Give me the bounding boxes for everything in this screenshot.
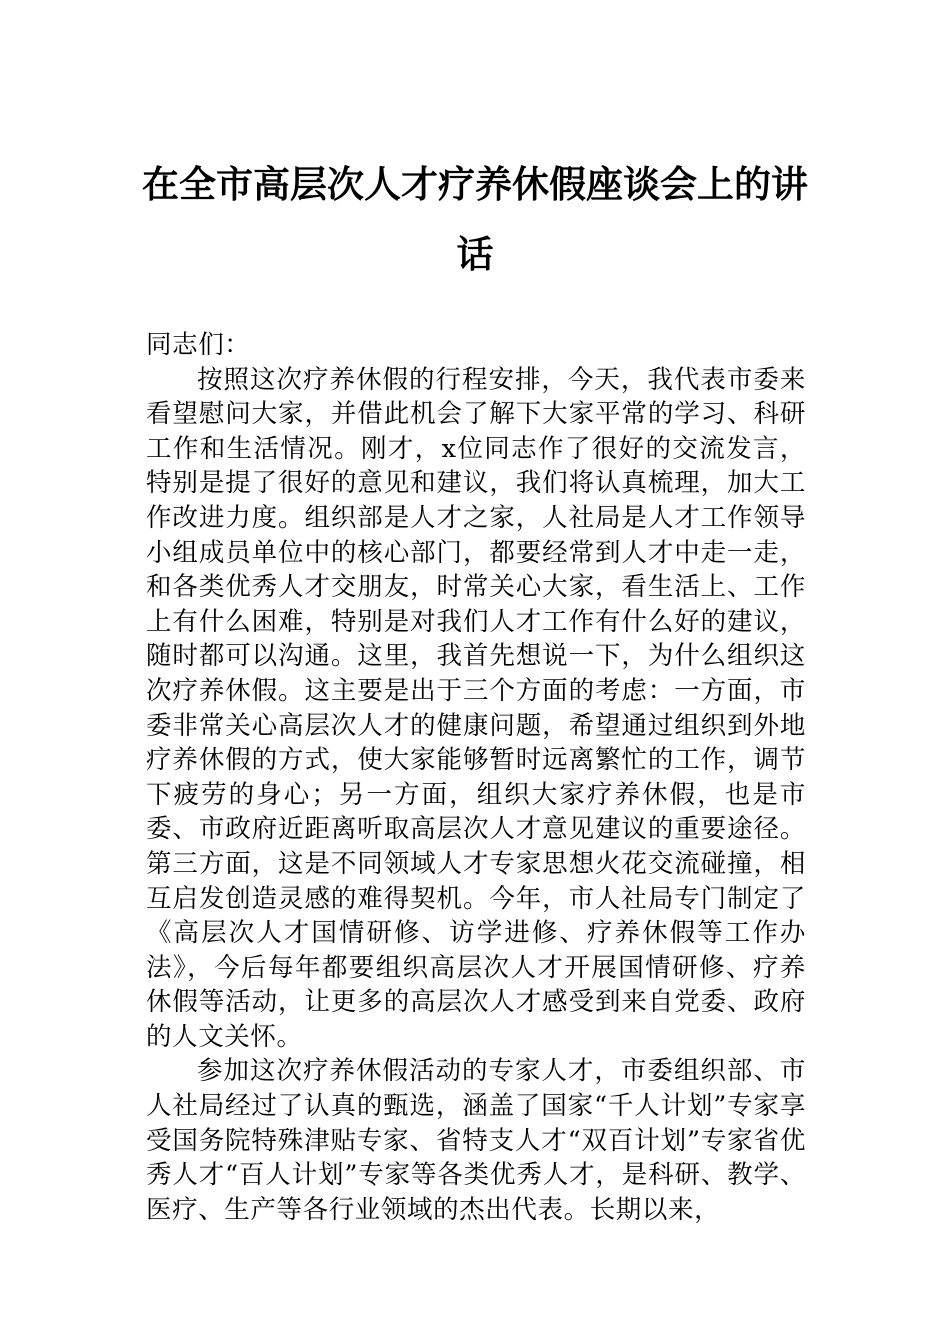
document-body (146, 328, 806, 1227)
document-title-line-1: 在全市高层次人才疗养休假座谈会上的讲 (142, 162, 808, 206)
document-title-line-2: 话 (456, 232, 494, 276)
paragraph-1: 按照这次疗养休假的行程安排，今天，我代表市委来看望慰问大家，并借此机会了解下大家平常的学习、科研工作和生活情况。刚才，x位同志作了很好的交流发言，特别是提了很好的意见和建议，我们将认真梳理，加大工作改进力度。组织部是人才之家，人社局是人才工作领导小组成员单位中的核心部门，都要经常到人才中走一走，和各类优秀人才交朋友，时常关心大家，看生活上、工作上有什么困难，特别是对我们人才工作有什么好的建议，随时都可以沟通。这里，我首先想说一下，为什么组织这次疗养休假。这主要是出于三个方面的考虑：一方面，市委非常关心高层次人才的健康问题，希望通过组织到外地疗养休假的方式，使大家能够暂时远离繁忙的工作，调节下疲劳的身心；另一方面，组织大家疗养休假，也是市委、市政府近距离听取高层次人才意见建议的重要途径。第三方面，这是不同领域人才专家思想火花交流碰撞，相互启发创造灵感的难得契机。今年，市人社局专门制定了《高层次人才国情研修、访学进修、疗养休假等工作办法》，今后每年都要组织高层次人才开展国情研修、疗养休假等活动，让更多的高层次人才感受到来自党委、政府的人文关怀。 (146, 364, 806, 1052)
salutation: 同志们： (146, 330, 251, 360)
paragraph-2: 参加这次疗养休假活动的专家人才，市委组织部、市人社局经过了认真的甄选，涵盖了国家“千人计划”专家享受国务院特殊津贴专家、省特支人才“双百计划”专家省优秀人才“百人计划”专家等各类优秀人才，是科研、教学、医疗、生产等各行业领域的杰出代表。长期以来， (146, 1056, 806, 1225)
